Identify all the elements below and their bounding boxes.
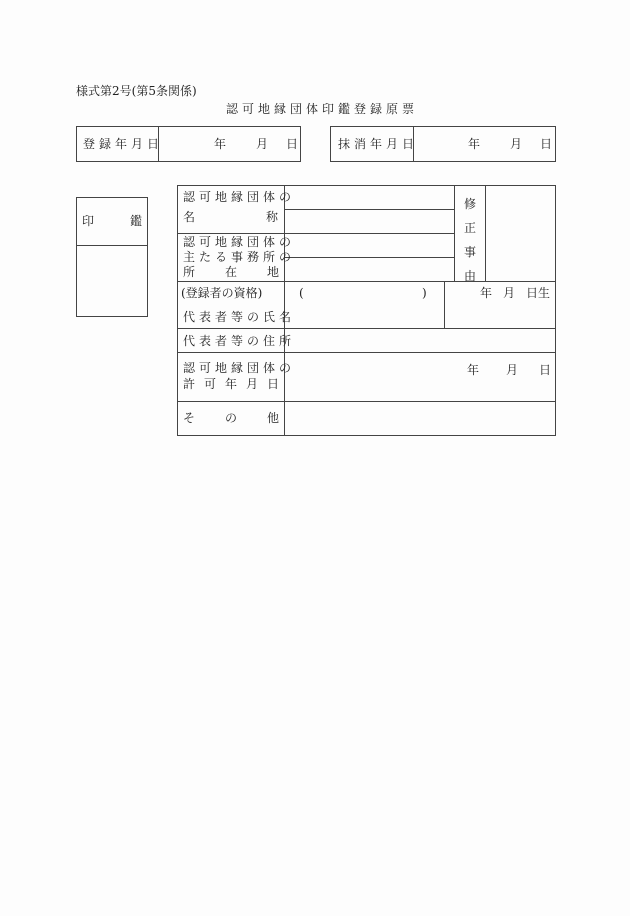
main-table — [177, 185, 556, 436]
registration-date-box — [76, 126, 301, 162]
form-number: 様式第2号(第5条関係) — [76, 84, 197, 98]
rep-address-label: 代表者等の住所 — [183, 334, 296, 348]
office-label-line3: 所 在 地 — [183, 265, 279, 279]
birth-year: 年 — [480, 286, 493, 300]
name-field-2[interactable] — [285, 210, 454, 233]
name-field-1[interactable] — [285, 186, 454, 209]
qualification-close: ) — [422, 286, 427, 300]
rep-name-label: 代表者等の氏名 — [183, 310, 296, 324]
seal-label-right: 鑑 — [130, 214, 143, 228]
seal-impression-area[interactable] — [77, 246, 147, 316]
registration-day: 日 — [286, 137, 299, 151]
qualification-open: ( — [299, 286, 304, 300]
other-label: そ の 他 — [183, 411, 279, 425]
permit-label-line2: 許 可 年 月 日 — [183, 377, 279, 391]
correction-reason-field[interactable] — [486, 186, 555, 281]
other-field[interactable] — [285, 402, 555, 435]
name-label-left: 名 — [183, 210, 196, 224]
seal-box — [76, 197, 148, 317]
permit-day: 日 — [539, 363, 552, 377]
seal-label-left: 印 — [82, 214, 95, 228]
office-field-2[interactable] — [285, 258, 454, 281]
deletion-date-box — [330, 126, 556, 162]
name-label-line1: 認可地縁団体の — [183, 190, 296, 204]
permit-year: 年 — [467, 363, 480, 377]
office-label-line2: 主たる事務所の — [183, 250, 296, 264]
permit-label-line1: 認可地縁団体の — [183, 361, 296, 375]
deletion-date-label: 抹消年月日 — [338, 137, 419, 151]
office-field-1[interactable] — [285, 234, 454, 257]
name-label-right: 称 — [266, 210, 279, 224]
correction-reason-label: 修 正 事 由 — [464, 197, 477, 283]
office-label-line1: 認可地縁団体の — [183, 235, 296, 249]
birth-month: 月 — [503, 286, 516, 300]
registration-month: 月 — [256, 137, 269, 151]
permit-month: 月 — [506, 363, 519, 377]
registration-year: 年 — [214, 137, 227, 151]
deletion-day: 日 — [540, 137, 553, 151]
birth-day: 日生 — [526, 286, 551, 300]
rep-address-field[interactable] — [285, 329, 555, 352]
page-title: 認可地縁団体印鑑登録原票 — [226, 102, 419, 116]
deletion-month: 月 — [510, 137, 523, 151]
rep-name-field[interactable] — [285, 304, 443, 328]
qualification-field[interactable] — [308, 282, 418, 302]
qualification-label: (登録者の資格) — [181, 286, 263, 300]
registration-date-label: 登録年月日 — [83, 137, 164, 151]
deletion-year: 年 — [468, 137, 481, 151]
